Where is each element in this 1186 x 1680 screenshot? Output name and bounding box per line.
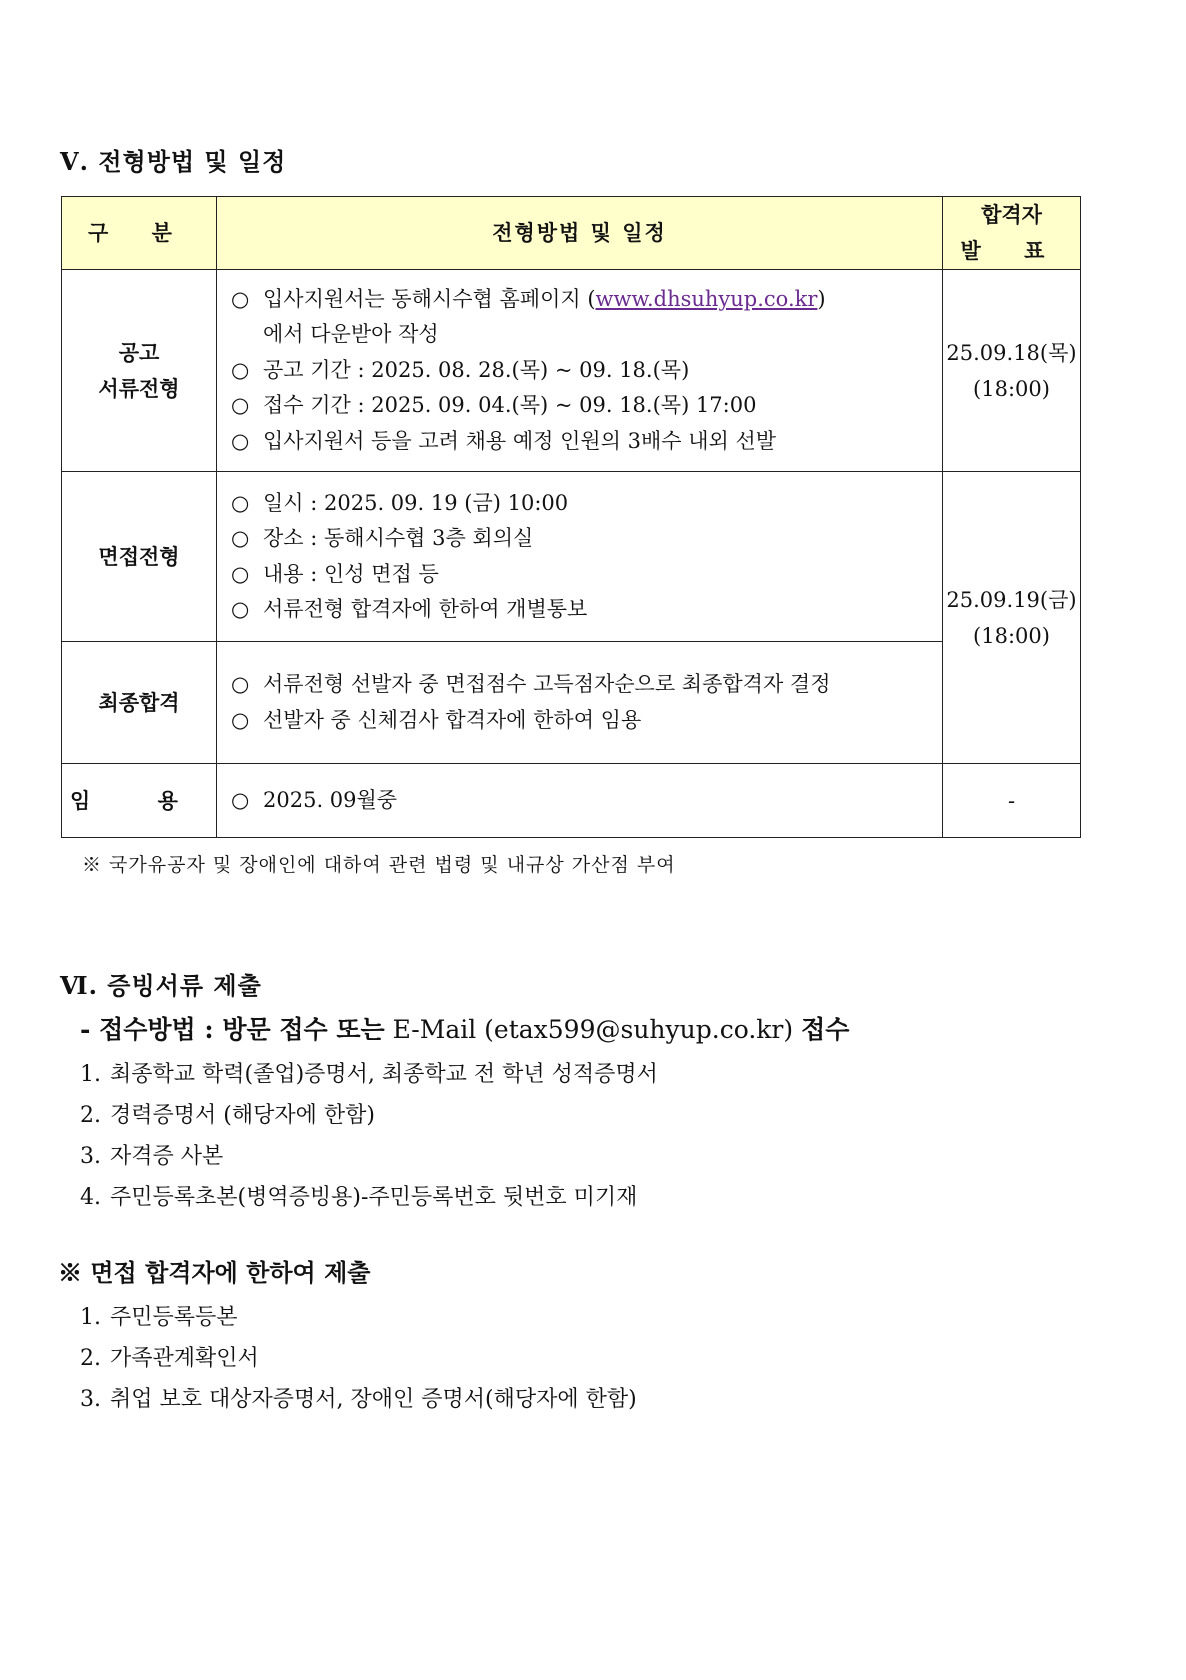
list-item: 3. 자격증 사본 bbox=[80, 1144, 224, 1169]
header-result-line1: 합격자 bbox=[981, 202, 1042, 227]
list-item: 2. 경력증명서 (해당자에 한함) bbox=[80, 1103, 375, 1128]
section-5-title: Ⅴ. 전형방법 및 일정 bbox=[60, 147, 287, 176]
list-item: ○ 입사지원서 등을 고려 채용 예정 인원의 3배수 내외 선발 bbox=[231, 428, 777, 453]
bonus-points-note: ※ 국가유공자 및 장애인에 대하여 관련 법령 및 내규상 가산점 부여 bbox=[82, 854, 676, 876]
table-header-row bbox=[62, 197, 1081, 270]
header-category: 구 분 bbox=[62, 197, 217, 270]
table-row bbox=[62, 642, 1081, 764]
list-item: ○ 내용 : 인성 면접 등 bbox=[231, 561, 439, 586]
header-result bbox=[943, 197, 1081, 270]
method-cell bbox=[217, 764, 943, 838]
list-item: ○ 일시 : 2025. 09. 19 (금) 10:00 bbox=[231, 490, 569, 515]
table-row bbox=[62, 472, 1081, 642]
interview-documents-list bbox=[80, 1297, 637, 1420]
table-row bbox=[62, 764, 1081, 838]
result-cell: 25.09.18(목) (18:00) bbox=[943, 270, 1081, 472]
method-cell bbox=[217, 472, 943, 642]
list-item: ○ 2025. 09월중 bbox=[231, 787, 398, 812]
list-item: 2. 가족관계확인서 bbox=[80, 1346, 259, 1371]
required-documents-list bbox=[80, 1054, 658, 1218]
result-cell: 25.09.19(금) (18:00) bbox=[943, 472, 1081, 764]
list-item: ○ 공고 기간 : 2025. 08. 28.(목) ~ 09. 18.(목) bbox=[231, 357, 690, 382]
list-item: 4. 주민등록초본(병역증빙용)-주민등록번호 뒷번호 미기재 bbox=[80, 1185, 638, 1210]
category-cell: 공고 서류전형 bbox=[62, 270, 217, 472]
homepage-link[interactable]: www.dhsuhyup.co.kr bbox=[595, 286, 818, 311]
method-cell bbox=[217, 270, 943, 472]
category-cell: 면접전형 bbox=[62, 472, 217, 642]
list-item: ○ 서류전형 선발자 중 면접점수 고득점자순으로 최종합격자 결정 bbox=[231, 672, 831, 696]
list-item: ○ 접수 기간 : 2025. 09. 04.(목) ~ 09. 18.(목) 17:00 bbox=[231, 393, 757, 418]
category-cell: 임 용 bbox=[62, 764, 217, 838]
schedule-table bbox=[61, 196, 1081, 838]
category-cell: 최종합격 bbox=[62, 642, 217, 764]
list-item: ○ 서류전형 합격자에 한하여 개별통보 bbox=[231, 597, 588, 621]
list-item: 3. 취업 보호 대상자증명서, 장애인 증명서(해당자에 한함) bbox=[80, 1387, 637, 1412]
list-item: 1. 최종학교 학력(졸업)증명서, 최종학교 전 학년 성적증명서 bbox=[80, 1062, 658, 1087]
table-row bbox=[62, 270, 1081, 472]
method-cell bbox=[217, 642, 943, 764]
list-item: ○ 선발자 중 신체검사 합격자에 한하여 임용 bbox=[231, 707, 642, 732]
interview-documents-title: ※ 면접 합격자에 한하여 제출 bbox=[58, 1258, 371, 1287]
list-item-continuation: 에서 다운받아 작성 bbox=[263, 322, 439, 347]
result-cell: - bbox=[943, 764, 1081, 838]
header-method: 전형방법 및 일정 bbox=[217, 197, 943, 270]
list-item: 1. 주민등록등본 bbox=[80, 1305, 238, 1330]
list-item: ○ 입사지원서는 동해시수협 홈페이지 (www.dhsuhyup.co.kr) bbox=[231, 286, 826, 311]
header-result-line2: 발 표 bbox=[960, 238, 1063, 263]
submission-method: - 접수방법 : 방문 접수 또는 E-Mail (etax599@suhyup.co.kr) 접수 bbox=[80, 1015, 850, 1044]
list-item: ○ 장소 : 동해시수협 3층 회의실 bbox=[231, 526, 534, 550]
section-6-title: Ⅵ. 증빙서류 제출 bbox=[60, 971, 262, 1000]
